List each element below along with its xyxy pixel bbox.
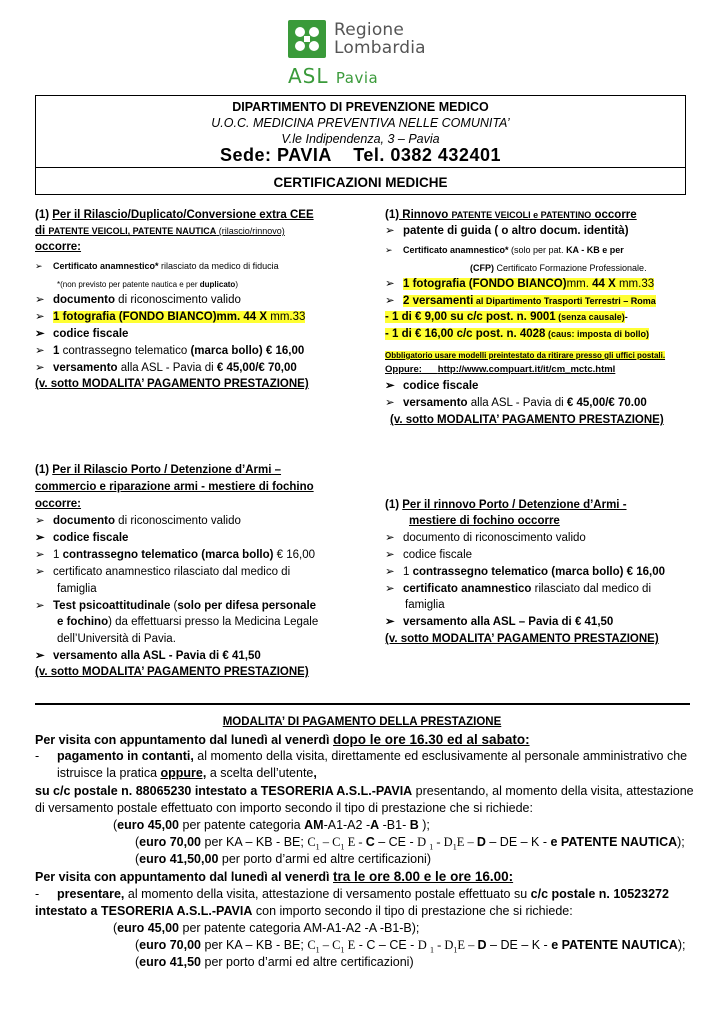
payment-title: MODALITA’ DI PAGAMENTO DELLA PRESTAZIONE (222, 716, 502, 728)
text-line: ➢ documento di riconoscimento valido (35, 294, 241, 306)
text-line: ➢ codice fiscale (385, 549, 473, 561)
text-line: (euro 70,00 per KA – KB - BE; $C_1 - C_1$ E - C – CE - D $_1 - D_1E$ – D – DE – K - e PATENTE NAUTICA); (135, 938, 686, 955)
text-line: *(non previsto per patente nautica e per duplicato) (57, 280, 238, 289)
logo-city: Pavia (335, 69, 379, 87)
regione-lombardia-rose-icon (288, 20, 326, 58)
arrow-bullet-icon: ➢ (385, 532, 395, 544)
divider-line (35, 703, 690, 705)
arrow-bullet-icon: ➢ (35, 345, 45, 357)
arrow-bullet-icon: ➢ (385, 549, 395, 561)
text-line: ➢ Certificato anamnestico* rilasciato da medico di fiducia (35, 258, 279, 274)
arrow-bullet-icon: ➢ (385, 566, 395, 578)
text-line: ➢ 1 contrassegno telematico (marca bollo) € 16,00 (385, 566, 666, 578)
arrow-bullet-icon: ➢ (35, 362, 45, 374)
text-line: ➢ 1 contrassegno telematico (marca bollo) € 16,00 (35, 549, 316, 561)
text-line: (1) Per il Rilascio Porto / Detenzione d’Armi – (35, 464, 282, 476)
text-line: presentare, al momento della visita, attestazione di versamento postale effettuato su c/c postale n. 10523272 (57, 887, 669, 901)
arrow-bullet-icon: ➢ (35, 549, 45, 561)
text-line: (euro 41,50,00 per porto d’armi ed altre certificazioni) (135, 852, 431, 866)
right2-note: (v. sotto MODALITA’ PAGAMENTO PRESTAZIONE) (385, 633, 659, 645)
text-line: e fochino) da effettuarsi presso la Medicina Legale (57, 616, 319, 628)
text-line: ➢ 1 fotografia (FONDO BIANCO)mm. 44 X mm.33 (385, 278, 655, 290)
text-line: ➢ codice fiscale (35, 532, 129, 544)
text-line: su c/c postale n. 88065230 intestato a TESORERIA A.S.L.-PAVIA presentando, al momento della visita, attestazione (35, 784, 694, 798)
text-line: (euro 45,00 per patente categoria AM-A1-A2 -A -B1-B); (113, 921, 420, 935)
text-line: ➢ Test psicoattitudinale (solo per difesa personale (35, 600, 317, 612)
text-line: ➢ certificato anamnestico rilasciato dal medico di (385, 583, 651, 595)
arrow-bullet-icon: ➢ (35, 566, 45, 578)
header-box (35, 95, 686, 195)
arrow-bullet-icon: ➢ (35, 311, 45, 323)
text-line: ➢ documento di riconoscimento valido (385, 532, 586, 544)
logo-asl: ASL Pavia (288, 64, 379, 88)
header-divider (36, 167, 685, 168)
text-line: dell’Università di Pavia. (57, 633, 176, 645)
text-line: Per visita con appuntamento dal lunedì al venerdì dopo le ore 16.30 ed al sabato: (35, 732, 530, 747)
text-line: mestiere di fochino occorre (409, 515, 560, 527)
arrow-bullet-icon: ➢ (385, 380, 395, 392)
text-line: commercio e riparazione armi - mestiere di fochino (35, 481, 314, 493)
text-line: occorre: (35, 498, 82, 510)
dept-title: DIPARTIMENTO DI PREVENZIONE MEDICO (232, 100, 489, 114)
arrow-bullet-icon: ➢ (35, 650, 45, 662)
text-line: di versamento postale effettuato con importo secondo il tipo di prestazione che si richiede: (35, 801, 533, 815)
arrow-bullet-icon: ➢ (35, 261, 43, 271)
text-line: (CFP) Certificato Formazione Professionale. (470, 263, 647, 273)
text-line: ➢ versamento alla ASL – Pavia di € 41,50 (385, 616, 614, 628)
arrow-bullet-icon: ➢ (385, 295, 395, 307)
text-line: occorre: (35, 241, 82, 253)
arrow-bullet-icon: ➢ (385, 225, 395, 237)
arrow-bullet-icon: ➢ (385, 278, 395, 290)
text-line: ➢ certificato anamnestico rilasciato dal medico di (35, 566, 291, 578)
compuart-link[interactable]: http://www.compuart.it/it/cm_mctc.html (437, 364, 616, 375)
text-line: - (35, 749, 40, 763)
section-title: CERTIFICAZIONI MEDICHE (273, 175, 448, 190)
text-line: (1) Rinnovo PATENTE VEICOLI e PATENTINO occorre (385, 209, 637, 221)
text-line: ➢ 2 versamenti al Dipartimento Trasporti Terrestri – Roma (385, 295, 656, 307)
text-line: - (35, 887, 40, 901)
text-line: istruisce la pratica oppure, a scelta dell’utente, (57, 766, 317, 780)
text-line: ➢ versamento alla ASL - Pavia di € 45,00/€ 70,00 (35, 362, 297, 374)
warn-text: Obbligatorio usare modelli preintestato da ritirare presso gli uffici postali. (385, 351, 666, 360)
arrow-bullet-icon: ➢ (35, 294, 45, 306)
text-line: famiglia (405, 599, 445, 611)
text-line: (1) Per il Rilascio/Duplicato/Conversione extra CEE (35, 209, 314, 221)
arrow-bullet-icon: ➢ (385, 583, 395, 595)
arrow-bullet-icon: ➢ (35, 328, 45, 340)
text-line: di PATENTE VEICOLI, PATENTE NAUTICA (rilascio/rinnovo) (35, 225, 285, 237)
left1-note: (v. sotto MODALITA’ PAGAMENTO PRESTAZIONE) (35, 378, 309, 390)
text-line: pagamento in contanti, al momento della visita, direttamente ed esclusivamente al personale amministrativo che (57, 749, 688, 763)
logo-line2: Lombardia (334, 38, 426, 58)
text-line: ➢ codice fiscale (35, 328, 129, 340)
text-line: (euro 41,50 per porto d’armi ed altre certificazioni) (135, 955, 414, 969)
text-line: - 1 di € 9,00 su c/c post. n. 9001 (senza causale)- (385, 311, 628, 323)
text-line: (1) Per il rinnovo Porto / Detenzione d’Armi - (385, 499, 627, 511)
left2-note: (v. sotto MODALITA’ PAGAMENTO PRESTAZIONE) (35, 666, 309, 678)
text-line: Oppure: http://www.compuart.it/it/cm_mctc.html (385, 364, 616, 375)
text-line: ➢ 1 contrassegno telematico (marca bollo) € 16,00 (35, 345, 305, 357)
unit-title: U.O.C. MEDICINA PREVENTIVA NELLE COMUNITA’ (211, 116, 510, 130)
text-line: ➢ Certificato anamnestico* (solo per pat. KA - KB e per (385, 242, 624, 258)
text-line: ➢ versamento alla ASL - Pavia di € 45,00/€ 70.00 (385, 397, 647, 409)
sede-phone: Sede: PAVIA Tel. 0382 432401 (220, 145, 501, 165)
right1-note: (v. sotto MODALITA’ PAGAMENTO PRESTAZIONE) (390, 414, 664, 426)
arrow-bullet-icon: ➢ (35, 600, 45, 612)
arrow-bullet-icon: ➢ (385, 245, 393, 255)
text-line: famiglia (57, 583, 97, 595)
text-line: ➢ 1 fotografia (FONDO BIANCO)mm. 44 X mm.33 (35, 311, 306, 323)
arrow-bullet-icon: ➢ (385, 397, 395, 409)
text-line: ➢ documento di riconoscimento valido (35, 515, 241, 527)
text-line: ➢ patente di guida ( o altro docum. identità) (385, 225, 629, 237)
text-line: Per visita con appuntamento dal lunedì al venerdì tra le ore 8.00 e le ore 16.00: (35, 869, 514, 884)
arrow-bullet-icon: ➢ (35, 515, 45, 527)
logo (286, 18, 436, 88)
address: V.le Indipendenza, 3 – Pavia (281, 132, 440, 146)
text-line: ➢ codice fiscale (385, 380, 479, 392)
arrow-bullet-icon: ➢ (35, 532, 45, 544)
text-line: - 1 di € 16,00 c/c post. n. 4028 (caus: imposta di bollo) (385, 328, 649, 340)
arrow-bullet-icon: ➢ (385, 616, 395, 628)
text-line: (euro 70,00 per KA – KB - BE; $C_1 - C_1$ E - C – CE - D $_1 - D_1E$ – D – DE – K - e PATENTE NAUTICA); (135, 835, 685, 852)
text-line: ➢ versamento alla ASL - Pavia di € 41,50 (35, 650, 261, 662)
text-line: (euro 45,00 per patente categoria AM-A1-A2 -A -B1- B ); (113, 818, 430, 832)
text-line: intestato a TESORERIA A.S.L.-PAVIA con importo secondo il tipo di prestazione che si richiede: (35, 904, 573, 918)
logo-line1: Regione (334, 20, 405, 40)
